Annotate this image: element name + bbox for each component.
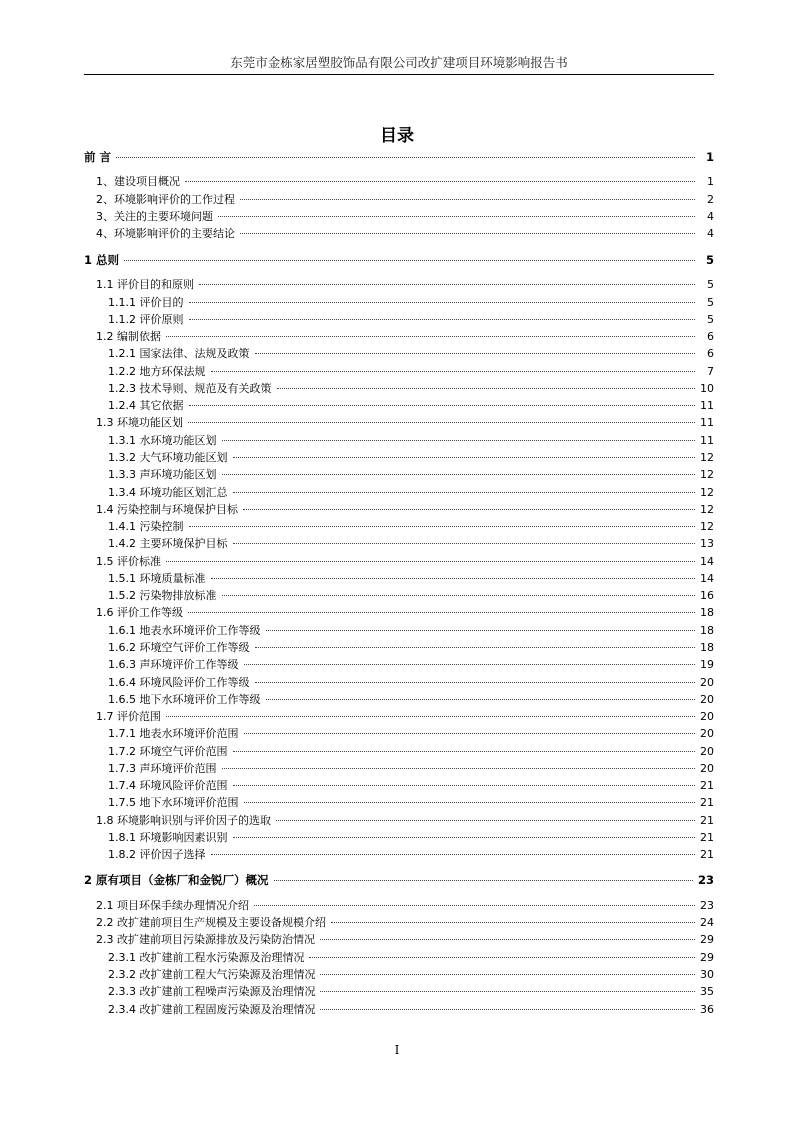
toc-entry-label: 2.2 改扩建前项目生产规模及主要设备规模介绍: [96, 916, 326, 929]
dot-leader: [211, 578, 696, 579]
toc-entry-label: 2 原有项目（金栋厂和金锐厂）概况: [84, 873, 269, 887]
dot-leader: [233, 785, 696, 786]
toc-entry-page: 20: [700, 693, 714, 706]
toc-entry-label: 1.1.1 评价目的: [108, 296, 184, 309]
dot-leader: [320, 991, 695, 992]
toc-entry-page: 21: [700, 779, 714, 792]
dot-leader: [255, 647, 696, 648]
toc-entry[interactable]: [108, 761, 714, 777]
toc-entry-label: 1.5.2 污染物排放标准: [108, 589, 217, 602]
toc-entry-label: 1 总则: [84, 253, 120, 267]
toc-entry-page: 2: [707, 193, 714, 206]
toc-entry[interactable]: [96, 915, 714, 931]
toc-entry[interactable]: [96, 209, 714, 225]
toc-entry-page: 20: [700, 710, 714, 723]
toc-entry-page: 6: [707, 347, 714, 360]
toc-entry-page: 14: [700, 555, 714, 568]
toc-entry-page: 4: [707, 210, 714, 223]
toc-entry-label: 1.3.1 水环境功能区划: [108, 434, 217, 447]
toc-entry-page: 6: [707, 330, 714, 343]
toc-entry-page: 20: [700, 745, 714, 758]
toc-entry-label: 1.3.3 声环境功能区划: [108, 468, 217, 481]
toc-entry[interactable]: [108, 398, 714, 414]
toc-entry-page: 12: [700, 503, 714, 516]
dot-leader: [166, 716, 695, 717]
toc-entry-label: 1.8.1 环境影响因素识别: [108, 831, 228, 844]
toc-entry-label: 1.7.1 地表水环境评价范围: [108, 727, 239, 740]
dot-leader: [233, 543, 696, 544]
toc-entry-label: 1.5 评价标准: [96, 555, 161, 568]
dot-leader: [277, 388, 696, 389]
toc-entry-label: 1.1.2 评价原则: [108, 313, 184, 326]
dot-leader: [255, 682, 696, 683]
dot-leader: [276, 820, 695, 821]
dot-leader: [320, 1009, 695, 1010]
toc-entry[interactable]: [96, 329, 714, 345]
toc-entry-page: 18: [700, 641, 714, 654]
dot-leader: [240, 199, 695, 200]
dot-leader: [274, 880, 693, 881]
toc-entry-page: 21: [700, 831, 714, 844]
dot-leader: [331, 922, 695, 923]
toc-entry-page: 12: [700, 451, 714, 464]
toc-entry-label: 2.3.2 改扩建前工程大气污染源及治理情况: [108, 968, 316, 981]
dot-leader: [222, 474, 696, 475]
dot-leader: [266, 699, 696, 700]
toc-entry[interactable]: [108, 467, 714, 483]
dot-leader: [244, 664, 696, 665]
toc-entry[interactable]: [108, 744, 714, 760]
toc-entry-page: 21: [700, 814, 714, 827]
toc-entry-label: 2.3.3 改扩建前工程噪声污染源及治理情况: [108, 985, 316, 998]
toc-entry-label: 3、关注的主要环境问题: [96, 210, 213, 223]
toc-entry[interactable]: [108, 692, 714, 708]
toc-entry[interactable]: [108, 623, 714, 639]
toc-entry-label: 前 言: [84, 150, 112, 164]
toc-entry-label: 2.3 改扩建前项目污染源排放及污染防治情况: [96, 933, 315, 946]
toc-entry-page: 1: [707, 175, 714, 188]
dot-leader: [189, 405, 696, 406]
toc-entry[interactable]: [96, 709, 714, 725]
toc-entry-page: 1: [705, 150, 714, 164]
toc-entry-label: 1.4.1 污染控制: [108, 520, 184, 533]
dot-leader: [320, 939, 695, 940]
toc-entry-page: 20: [700, 762, 714, 775]
toc-entry-page: 18: [700, 606, 714, 619]
dot-leader: [188, 422, 695, 423]
dot-leader: [211, 371, 696, 372]
toc-entry-page: 11: [700, 399, 714, 412]
dot-leader: [233, 751, 696, 752]
toc-entry-page: 12: [700, 520, 714, 533]
toc-entry-label: 1.6 评价工作等级: [96, 606, 183, 619]
toc-entry-page: 11: [700, 434, 714, 447]
toc-entry-label: 1.2 编制依据: [96, 330, 161, 343]
toc-entry-label: 1.4.2 主要环境保护目标: [108, 537, 228, 550]
toc-entry-label: 2.3.4 改扩建前工程固废污染源及治理情况: [108, 1003, 316, 1016]
dot-leader: [309, 957, 695, 958]
toc-entry[interactable]: [108, 450, 714, 466]
toc-entry-page: 18: [700, 624, 714, 637]
toc-entry-label: 1.7.4 环境风险评价范围: [108, 779, 228, 792]
toc-entry-page: 23: [697, 873, 714, 887]
toc-entry[interactable]: [108, 381, 714, 397]
dot-leader: [222, 595, 696, 596]
toc-entry-page: 20: [700, 727, 714, 740]
dot-leader: [266, 630, 696, 631]
dot-leader: [254, 905, 695, 906]
dot-leader: [240, 233, 695, 234]
toc-entry-page: 13: [700, 537, 714, 550]
toc-entry[interactable]: [108, 640, 714, 656]
dot-leader: [116, 157, 695, 158]
toc-entry-label: 1.7.5 地下水环境评价范围: [108, 796, 239, 809]
header-rule: [84, 74, 714, 75]
toc-entry-label: 1.7 评价范围: [96, 710, 161, 723]
dot-leader: [233, 457, 696, 458]
toc-entry[interactable]: [96, 192, 714, 208]
toc-entry-label: 1.6.1 地表水环境评价工作等级: [108, 624, 261, 637]
toc-entry[interactable]: [108, 830, 714, 846]
toc-entry[interactable]: [108, 795, 714, 811]
toc-entry[interactable]: [108, 588, 714, 604]
toc-entry[interactable]: [108, 295, 714, 311]
dot-leader: [244, 733, 696, 734]
toc-entry-page: 5: [707, 278, 714, 291]
toc-entry[interactable]: [108, 312, 714, 328]
dot-leader: [166, 336, 695, 337]
dot-leader: [233, 492, 696, 493]
toc-entry[interactable]: [84, 872, 714, 888]
toc-entry-label: 2.3.1 改扩建前工程水污染源及治理情况: [108, 951, 305, 964]
dot-leader: [185, 181, 695, 182]
toc-entry[interactable]: [108, 778, 714, 794]
toc-entry-label: 1.1 评价目的和原则: [96, 278, 194, 291]
toc-entry-page: 36: [700, 1003, 714, 1016]
toc-entry-page: 11: [700, 416, 714, 429]
toc-entry[interactable]: [96, 502, 714, 518]
toc-entry-page: 21: [700, 848, 714, 861]
toc-entry[interactable]: [108, 1002, 714, 1018]
page-number: I: [394, 1043, 400, 1057]
toc-entry-label: 1.5.1 环境质量标准: [108, 572, 206, 585]
dot-leader: [189, 526, 696, 527]
toc-entry[interactable]: [108, 967, 714, 983]
toc-entry-page: 20: [700, 676, 714, 689]
toc-entry[interactable]: [96, 554, 714, 570]
toc-entry-page: 7: [707, 365, 714, 378]
toc-entry[interactable]: [84, 149, 714, 165]
toc-entry-page: 4: [707, 227, 714, 240]
toc-entry[interactable]: [108, 726, 714, 742]
toc-entry-page: 23: [700, 899, 714, 912]
toc-entry-page: 5: [705, 253, 714, 267]
toc-entry[interactable]: [108, 847, 714, 863]
toc-entry-page: 29: [700, 951, 714, 964]
toc-entry[interactable]: [84, 252, 714, 268]
toc-entry-label: 1.3 环境功能区划: [96, 416, 183, 429]
toc-entry[interactable]: [108, 984, 714, 1000]
toc-entry-page: 5: [707, 313, 714, 326]
toc-entry[interactable]: [96, 174, 714, 190]
toc-entry-page: 10: [700, 382, 714, 395]
toc-entry-label: 1.8 环境影响识别与评价因子的选取: [96, 814, 271, 827]
toc-entry-page: 12: [700, 468, 714, 481]
toc-entry-page: 21: [700, 796, 714, 809]
toc-entry-label: 1.2.1 国家法律、法规及政策: [108, 347, 250, 360]
dot-leader: [233, 837, 696, 838]
dot-leader: [255, 353, 696, 354]
toc-entry-page: 12: [700, 486, 714, 499]
dot-leader: [211, 854, 696, 855]
toc-entry[interactable]: [96, 605, 714, 621]
toc-entry-label: 1.6.2 环境空气评价工作等级: [108, 641, 250, 654]
dot-leader: [124, 260, 695, 261]
toc-entry[interactable]: [108, 950, 714, 966]
toc-entry[interactable]: [108, 536, 714, 552]
toc-entry-label: 1.6.5 地下水环境评价工作等级: [108, 693, 261, 706]
toc-entry[interactable]: [108, 433, 714, 449]
toc-entry-page: 35: [700, 985, 714, 998]
toc-entry-label: 1.8.2 评价因子选择: [108, 848, 206, 861]
toc-entry-label: 1.2.4 其它依据: [108, 399, 184, 412]
toc-entry[interactable]: [96, 932, 714, 948]
toc-entry-label: 2.1 项目环保手续办理情况介绍: [96, 899, 249, 912]
toc-entry-page: 30: [700, 968, 714, 981]
toc-entry-label: 1、建设项目概况: [96, 175, 180, 188]
toc-entry[interactable]: [96, 415, 714, 431]
running-header: 东莞市金栋家居塑胶饰品有限公司改扩建项目环境影响报告书: [230, 55, 568, 70]
dot-leader: [189, 319, 696, 320]
dot-leader: [189, 302, 696, 303]
toc-entry[interactable]: [96, 226, 714, 242]
dot-leader: [199, 284, 695, 285]
toc-entry[interactable]: [108, 346, 714, 362]
toc-entry[interactable]: [96, 813, 714, 829]
toc-entry[interactable]: [108, 519, 714, 535]
dot-leader: [244, 802, 696, 803]
dot-leader: [166, 561, 695, 562]
toc-entry[interactable]: [108, 675, 714, 691]
toc-entry-label: 1.4 污染控制与环境保护目标: [96, 503, 238, 516]
toc-entry[interactable]: [96, 898, 714, 914]
dot-leader: [222, 768, 696, 769]
toc-entry[interactable]: [96, 277, 714, 293]
toc-entry-page: 29: [700, 933, 714, 946]
toc-entry[interactable]: [108, 657, 714, 673]
toc-entry-page: 19: [700, 658, 714, 671]
toc-entry-label: 1.6.3 声环境评价工作等级: [108, 658, 239, 671]
dot-leader: [218, 216, 695, 217]
toc-entry[interactable]: [108, 364, 714, 380]
toc-entry-label: 1.6.4 环境风险评价工作等级: [108, 676, 250, 689]
toc-entry-label: 2、环境影响评价的工作过程: [96, 193, 235, 206]
page-title: 目录: [380, 126, 414, 146]
toc-entry-label: 1.3.2 大气环境功能区划: [108, 451, 228, 464]
toc-entry-label: 1.7.2 环境空气评价范围: [108, 745, 228, 758]
dot-leader: [222, 440, 696, 441]
dot-leader: [320, 974, 695, 975]
toc-entry-label: 1.2.3 技术导则、规范及有关政策: [108, 382, 272, 395]
toc-entry-page: 24: [700, 916, 714, 929]
toc-entry[interactable]: [108, 571, 714, 587]
toc-entry-page: 5: [707, 296, 714, 309]
toc-entry[interactable]: [108, 485, 714, 501]
toc-entry-page: 14: [700, 572, 714, 585]
dot-leader: [243, 509, 695, 510]
dot-leader: [188, 612, 695, 613]
toc-entry-label: 4、环境影响评价的主要结论: [96, 227, 235, 240]
toc-entry-label: 1.2.2 地方环保法规: [108, 365, 206, 378]
toc-entry-label: 1.7.3 声环境评价范围: [108, 762, 217, 775]
toc-entry-page: 16: [700, 589, 714, 602]
toc-entry-label: 1.3.4 环境功能区划汇总: [108, 486, 228, 499]
